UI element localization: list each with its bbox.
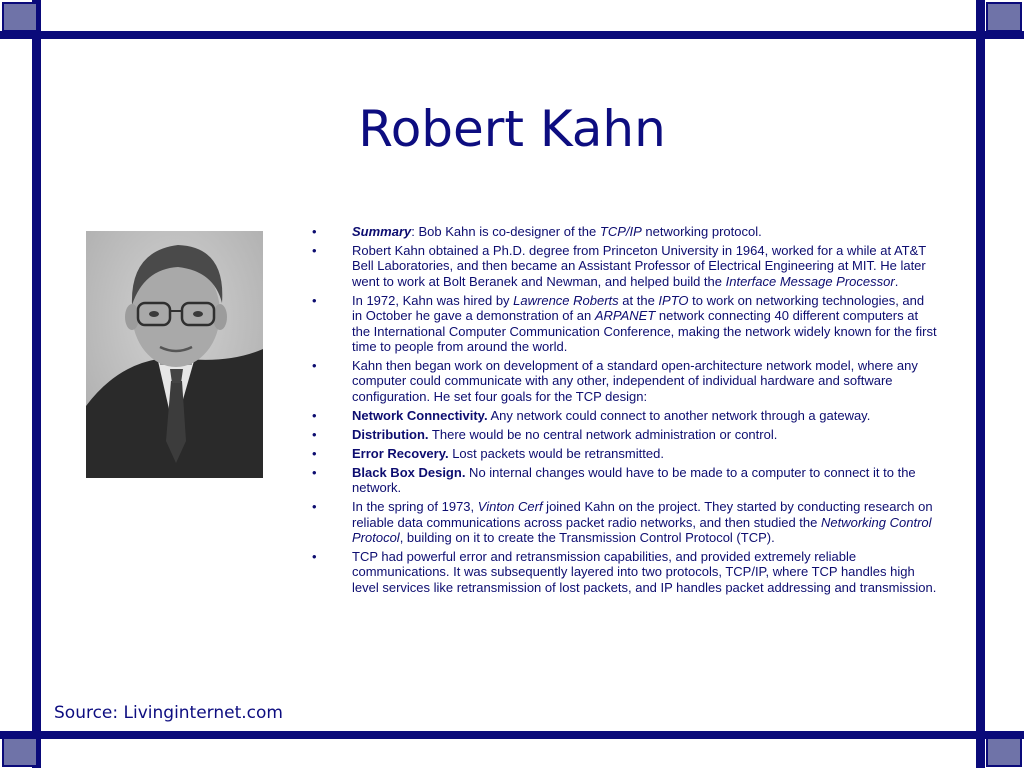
bullet-item bbox=[312, 465, 937, 496]
bullet-text: at the bbox=[618, 292, 659, 308]
portrait-photo bbox=[86, 231, 263, 478]
bullet-item bbox=[312, 358, 937, 404]
frame-bottom-bar bbox=[0, 731, 1024, 739]
bullet-text: In the spring of 1973, bbox=[352, 499, 478, 515]
bullet-item bbox=[312, 446, 937, 461]
bullet-item bbox=[312, 408, 937, 423]
bullet-text: network connecting 40 different computers at the International Computer Communication Conference, making the network widely known for the first time to people from around the world. bbox=[352, 308, 937, 355]
bullet-text: ARPANET bbox=[594, 308, 656, 324]
corner-square-bottom-left bbox=[2, 737, 38, 767]
corner-square-top-right bbox=[986, 2, 1022, 32]
bullet-text: Distribution. bbox=[352, 426, 429, 442]
bullet-text: networking protocol. bbox=[641, 224, 762, 239]
bullet-text: There would be no central network administration or control. bbox=[428, 426, 778, 442]
bullet-text: IPTO bbox=[658, 292, 689, 308]
bullet-text: Any network could connect to another network through a gateway. bbox=[487, 407, 871, 423]
bullet-text: : Bob Kahn is co-designer of the bbox=[411, 224, 600, 239]
corner-square-bottom-right bbox=[986, 737, 1022, 767]
bullet-text: In 1972, Kahn was hired by bbox=[352, 292, 514, 308]
bullet-text: joined Kahn on the project. They started by conducting research on reliable data communications across packet radio networks, and then studied the bbox=[352, 499, 933, 530]
slide-title: Robert Kahn bbox=[358, 100, 666, 158]
bullet-item bbox=[312, 293, 937, 355]
bullet-text: Lawrence Roberts bbox=[513, 292, 619, 308]
bullet-text: Lost packets would be retransmitted. bbox=[448, 445, 664, 461]
bullet-text: TCP/IP bbox=[599, 224, 642, 239]
corner-square-top-left bbox=[2, 2, 38, 32]
frame-top-bar bbox=[0, 31, 1024, 39]
bullet-text: Interface Message Processor bbox=[725, 273, 895, 289]
bullet-item bbox=[312, 427, 937, 442]
bullet-text: Error Recovery. bbox=[352, 445, 449, 461]
bullet-item bbox=[312, 224, 937, 239]
bullet-text: Vinton Cerf bbox=[477, 499, 543, 515]
bullet-item bbox=[312, 243, 937, 289]
bullet-text: Network Connectivity. bbox=[352, 407, 488, 423]
bullet-text: Kahn then began work on development of a standard open-architecture network model, where any computer could communicate with any other, independent of individual hardware and software configuration. He set four goals for the TCP design: bbox=[352, 358, 918, 404]
bullet-text: to work on networking technologies, and in October he gave a demonstration of an bbox=[352, 292, 925, 324]
bullet-list bbox=[312, 224, 937, 599]
source-caption: Source: Livinginternet.com bbox=[54, 703, 283, 723]
bullet-text: . bbox=[894, 273, 899, 289]
bullet-text: , building on it to create the Transmission Control Protocol (TCP). bbox=[399, 530, 775, 546]
bullet-text: TCP had powerful error and retransmission capabilities, and provided extremely reliable communications. It was subsequently layered into two protocols, TCP/IP, where TCP handles high level services like retransmission of lost packets, and IP handles packet addressing and transmission. bbox=[352, 549, 937, 595]
bullet-text: Robert Kahn obtained a Ph.D. degree from Princeton University in 1964, worked for a while at AT&T Bell Laboratories, and then became an Assistant Professor of Electrical Engineering at MIT. He later went to work at Bolt Beranek and Newman, and helped build the bbox=[352, 243, 926, 289]
bullet-text: No internal changes would have to be made to a computer to connect it to the network. bbox=[352, 464, 916, 496]
bullet-item bbox=[312, 549, 937, 595]
bullet-item bbox=[312, 499, 937, 545]
bullet-text: Summary bbox=[352, 224, 412, 239]
bullet-text: Networking Control Protocol bbox=[352, 514, 932, 546]
bullet-text: Black Box Design. bbox=[352, 464, 466, 480]
portrait-illustration bbox=[86, 231, 263, 478]
